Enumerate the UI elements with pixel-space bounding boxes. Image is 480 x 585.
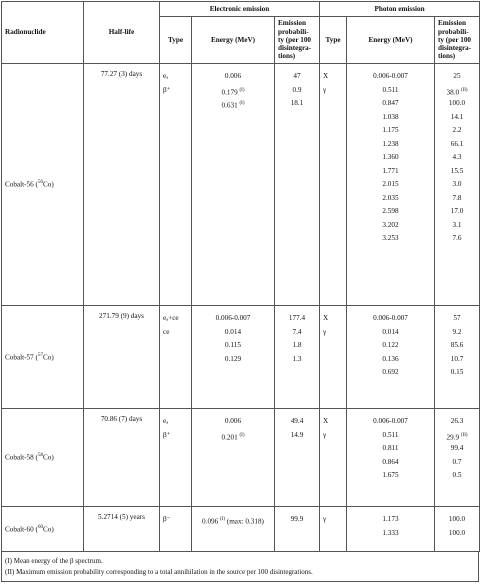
cell-e-energy-text: 0.014 [224,327,242,336]
cell-p-energy-value [350,415,431,429]
nuclide-symbol: Co) [42,353,54,362]
cell-p-probability-value [438,513,476,527]
cell-half-life: 70.86 (7) days [84,409,160,507]
cell-e-energy-value [195,339,271,353]
cell-p-energy-value [350,312,431,326]
cell-p-probability-text: 15.5 [450,166,464,175]
header-electronic-emission: Electronic emission [160,2,320,17]
cell-p-probability-value [438,429,476,443]
header-e-energy: Energy (MeV) [192,17,275,64]
cell-p-energy-value [350,366,431,380]
cell-p-probability-text: 14.1 [450,112,464,121]
cell-p-probability-value [438,192,476,206]
cell-p-probability-value [438,165,476,179]
cell-p-energy-value [350,70,431,84]
cell-p-type-value [323,178,343,192]
cell-p-energy-value [350,527,431,541]
cell-p-energy-value [350,97,431,111]
cell-e-energy-value [195,353,271,367]
table-row [2,64,480,306]
cell-p-type-value [323,70,343,84]
cell-p-probability-text: 7.8 [452,193,462,202]
cell-p-type-text: γ [323,515,327,523]
cell-p-probability-text: 9.2 [452,327,462,336]
cell-p-energy-text: 3.202 [382,220,399,229]
cell-p-type-value [323,124,343,138]
cell-e-probability-text: 0.9 [292,85,302,94]
cell-p-type-value [323,527,343,541]
cell-p-energy-value [350,205,431,219]
cell-p-probability-value [438,124,476,138]
cell-p-energy-value [350,124,431,138]
cell-e-energy-text: 0.201 [221,432,238,441]
cell-e-type-value [163,415,188,429]
header-p-prob-line: ty (per 100 [438,35,472,44]
cell-p-probability-text: 100.0 [448,515,466,523]
cell-p-energy-value [350,353,431,367]
cell-p-probability-text: 17.0 [450,207,464,215]
nuclide-mass: 58 [37,453,43,459]
cell-p-energy-text: 1.675 [382,471,399,479]
cell-e-probability-text: 1.8 [292,341,302,349]
cell-e-energy-text: 0.006 [224,417,242,425]
cell-e-type-text: β⁺ [163,430,171,439]
cell-p-energy [347,507,435,552]
cell-e-energy-value [195,70,271,84]
header-row-1 [2,2,480,17]
cell-p-energy-text: 2.598 [382,207,399,215]
footnotes-row [2,552,479,582]
cell-p-type-text: γ [323,85,327,94]
cell-p-type-value [323,353,343,367]
footnote-ref: (II) [460,432,468,438]
cell-p-type-text: γ [323,327,327,336]
header-p-energy: Energy (MeV) [347,17,435,64]
cell-p-energy-text: 2.035 [382,193,399,202]
cell-p-energy-value [350,84,431,98]
cell-p-energy-text: 0.864 [382,457,399,466]
cell-e-probability-text: 7.4 [292,327,302,336]
cell-e-type-value [163,513,188,527]
header-e-probability [275,17,320,64]
cell-e-probability [275,409,320,507]
table-body [2,64,480,552]
header-e-prob-line: disintegra- [278,44,312,53]
cell-p-probability-value [438,178,476,192]
cell-e-type-value [163,353,188,367]
table-row [2,507,480,552]
cell-p-type [320,306,347,409]
cell-e-probability-value [278,415,316,429]
cell-p-probability-text: 85.6 [450,341,464,349]
cell-p-probability [435,409,480,507]
cell-p-type-value [323,97,343,111]
header-half-life: Half-life [84,2,160,64]
cell-p-energy-text: 1.333 [382,528,399,537]
table-row [2,409,480,507]
cell-p-energy-text: 0.811 [382,444,399,452]
cell-e-probability-value [278,70,316,84]
cell-p-probability-text: 0.5 [452,471,462,479]
cell-e-energy-text: 0.631 [221,101,238,110]
cell-e-type-text: eₐ [163,72,169,80]
cell-e-type-value [163,312,188,326]
cell-p-energy-value [350,178,431,192]
cell-p-probability-value [438,527,476,541]
header-p-prob-line: disintegra- [438,44,472,53]
cell-p-type-value [323,415,343,429]
cell-p-energy-text: 3.253 [382,234,399,242]
cell-p-probability-value [438,138,476,152]
header-p-probability [435,17,480,64]
cell-p-energy-value [350,219,431,233]
header-p-prob-line: Emission [438,19,466,28]
cell-e-probability [275,64,320,306]
cell-e-probability-value [278,429,316,443]
cell-e-probability-text: 1.3 [292,354,302,363]
cell-e-energy-text: 0.096 [202,517,219,526]
cell-e-energy-text: 0.006-0.007 [215,314,251,322]
header-p-prob-line: tions) [438,52,456,61]
cell-e-probability-text: 47 [293,72,301,80]
cell-e-type-text: eₐ [163,417,169,425]
cell-radionuclide [2,64,84,306]
cell-p-type-text: γ [323,430,327,439]
cell-e-energy [192,64,275,306]
cell-p-energy-text: 0.511 [382,430,399,439]
cell-p-energy [347,64,435,306]
cell-p-energy [347,306,435,409]
header-e-prob-line: ty (per 100 [278,35,312,44]
footnotes-cell [2,552,479,582]
cell-p-probability-value [438,232,476,246]
cell-half-life: 5.2714 (5) years [84,507,160,552]
cell-e-energy-value [195,97,271,111]
cell-p-probability-value [438,97,476,111]
footnote-ref: (I) [239,87,245,93]
cell-e-probability [275,507,320,552]
footnote-ref: (I) [239,432,245,438]
cell-p-probability-value [438,339,476,353]
cell-e-energy-value [195,312,271,326]
cell-p-energy-text: 0.136 [382,354,399,363]
cell-p-type-text: X [323,72,329,80]
nuclide-symbol: Co) [42,453,54,462]
cell-p-type-value [323,326,343,340]
cell-p-type-value [323,165,343,179]
cell-e-energy-text: 0.129 [224,354,242,363]
cell-p-type-value [323,84,343,98]
cell-e-probability [275,306,320,409]
cell-e-type-value [163,84,188,98]
cell-e-type [160,64,192,306]
cell-p-energy-text: 1.238 [382,139,399,148]
cell-e-type-text: β⁺ [163,85,171,94]
cell-p-probability-text: 0.7 [452,457,462,466]
cell-p-probability-text: 29.9 [446,432,460,441]
cell-p-energy-value [350,192,431,206]
cell-e-probability-text: 49.4 [290,417,304,425]
cell-p-probability-value [438,70,476,84]
radionuclide-table [1,1,480,552]
cell-e-probability-value [278,84,316,98]
cell-e-probability-text: 99.9 [290,515,304,523]
cell-p-type-value [323,513,343,527]
cell-p-probability [435,306,480,409]
header-radionuclide: Radionuclide [2,2,84,64]
cell-p-probability-value [438,111,476,125]
cell-p-energy-value [350,111,431,125]
cell-e-type-text: ce [163,327,170,336]
cell-p-type-value [323,429,343,443]
cell-p-probability-value [438,366,476,380]
cell-e-type-value [163,97,188,111]
cell-p-energy-value [350,138,431,152]
cell-p-type-value [323,366,343,380]
cell-p-probability-value [438,219,476,233]
nuclide-symbol: Co) [42,525,54,534]
cell-p-probability-text: 7.6 [452,234,462,242]
cell-p-type-value [323,138,343,152]
cell-p-energy-text: 0.511 [382,85,399,94]
nuclide-mass: 60 [37,524,43,530]
header-e-prob-line: tions) [278,52,296,61]
cell-e-energy-value [195,429,271,443]
footnote-ref: (I) [220,517,226,522]
cell-e-probability-value [278,326,316,340]
cell-p-probability-text: 100.0 [448,528,466,537]
cell-p-type [320,64,347,306]
cell-p-probability-text: 3.1 [452,220,462,229]
cell-radionuclide [2,507,84,552]
cell-p-probability-value [438,456,476,470]
cell-e-probability-text: 14.9 [290,430,304,439]
cell-e-energy-value [195,415,271,429]
cell-p-energy-text: 1.771 [382,166,399,175]
cell-e-type-text: eₐ+ce [163,314,179,322]
cell-p-probability-value [438,442,476,456]
cell-p-probability-text: 99.4 [450,444,464,452]
cell-p-type-value [323,219,343,233]
cell-p-type [320,507,347,552]
cell-p-probability-value [438,326,476,340]
cell-e-probability-text: 177.4 [288,314,306,322]
cell-p-probability-text: 2.2 [452,126,462,134]
cell-p-type-text: X [323,417,329,425]
cell-p-energy-value [350,513,431,527]
cell-e-energy [192,507,275,552]
footnote-1: (I) Mean energy of the β spectrum. [5,557,103,565]
cell-e-probability-value [278,312,316,326]
cell-e-probability-text: 18.1 [290,99,304,107]
cell-p-energy-value [350,429,431,443]
header-p-prob-line: probabili- [438,27,469,36]
cell-p-energy-value [350,165,431,179]
cell-p-probability-value [438,415,476,429]
cell-p-probability-text: 100.0 [448,99,466,107]
cell-p-probability-text: 4.3 [452,153,462,161]
cell-e-type-text: β⁻ [163,515,171,523]
cell-p-type-value [323,339,343,353]
cell-p-energy-text: 0.006-0.007 [373,417,408,425]
nuclide-symbol: Co) [42,180,54,189]
cell-e-type-value [163,339,188,353]
header-photon-emission: Photon emission [320,2,480,17]
cell-p-type-value [323,111,343,125]
cell-p-probability-value [438,469,476,483]
cell-e-type-value [163,326,188,340]
cell-radionuclide [2,409,84,507]
cell-p-type-value [323,151,343,165]
cell-p-probability-text: 26.3 [450,417,464,425]
cell-p-probability [435,507,480,552]
cell-p-energy-value [350,232,431,246]
cell-p-probability-text: 3.0 [452,180,462,188]
cell-half-life: 77.27 (3) days [84,64,160,306]
cell-p-probability-value [438,151,476,165]
cell-p-energy-value [350,326,431,340]
cell-e-energy-text: 0.115 [225,341,241,349]
cell-p-type-text: X [323,314,329,322]
header-e-type: Type [160,17,192,64]
cell-e-type [160,409,192,507]
footnotes [1,551,479,582]
cell-p-probability-text: 66.1 [450,139,464,148]
cell-p-probability-text: 38.0 [446,87,460,96]
cell-p-energy-text: 0.014 [382,327,399,336]
cell-p-energy-value [350,442,431,456]
cell-p-energy-text: 1.173 [382,515,399,523]
table-row [2,306,480,409]
cell-p-energy-text: 1.175 [382,126,399,134]
cell-e-probability-value [278,97,316,111]
nuclide-mass: 56 [37,180,43,186]
footnote-ref: (II) [460,87,468,93]
cell-p-probability-text: 10.7 [450,354,464,363]
header-e-prob-line: probabili- [278,27,309,36]
cell-p-probability-text: 0.15 [450,368,464,376]
cell-p-probability [435,64,480,306]
footnote-2: (II) Maximum emission probability corresponding to a total annihilation in the source per 100 disintegrations. [5,567,313,576]
cell-e-type-value [163,70,188,84]
cell-p-energy-text: 1.038 [382,112,399,121]
cell-p-type-value [323,442,343,456]
cell-e-probability-value [278,339,316,353]
cell-p-type-value [323,312,343,326]
cell-radionuclide [2,306,84,409]
nuclide-name: Cobalt-57 ( [5,353,38,362]
cell-p-type [320,409,347,507]
cell-e-probability-value [278,513,316,527]
cell-e-type-value [163,429,188,443]
cell-p-energy-value [350,469,431,483]
cell-e-energy-text: 0.006 [224,72,242,80]
cell-p-type-value [323,469,343,483]
cell-p-energy-text: 0.692 [382,368,399,376]
nuclide-name: Cobalt-60 ( [5,525,38,534]
cell-p-probability-value [438,353,476,367]
cell-e-type [160,507,192,552]
cell-p-energy-value [350,339,431,353]
cell-p-type-value [323,456,343,470]
cell-p-energy-value [350,456,431,470]
cell-e-energy-value [195,84,271,98]
cell-p-probability-value [438,84,476,98]
cell-p-energy-text: 0.006-0.007 [373,314,408,322]
cell-p-energy [347,409,435,507]
cell-p-energy-value [350,151,431,165]
energy-max: (max: 0.318) [225,517,264,526]
cell-p-type-value [323,192,343,206]
cell-p-type-value [323,232,343,246]
cell-e-energy [192,409,275,507]
cell-e-energy [192,306,275,409]
cell-p-probability-value [438,312,476,326]
cell-e-probability-value [278,353,316,367]
cell-e-type [160,306,192,409]
nuclide-name: Cobalt-58 ( [5,453,38,462]
header-p-type: Type [320,17,347,64]
cell-p-energy-text: 0.847 [382,99,399,107]
cell-p-energy-text: 0.006-0.007 [373,72,408,80]
nuclide-mass: 57 [37,352,43,358]
cell-p-energy-text: 0.122 [382,341,399,349]
cell-p-energy-text: 1.360 [382,153,399,161]
cell-p-probability-value [438,205,476,219]
cell-e-energy-text: 0.179 [221,87,238,96]
cell-e-energy-value [195,326,271,340]
cell-p-probability-text: 25 [453,72,461,80]
nuclide-name: Cobalt-56 ( [5,180,38,189]
cell-half-life: 271.79 (9) days [84,306,160,409]
cell-p-energy-text: 2.015 [382,180,399,188]
cell-e-energy-value [195,513,271,527]
cell-p-type-value [323,205,343,219]
cell-p-probability-text: 57 [453,314,461,322]
header-e-prob-line: Emission [278,19,306,28]
footnote-ref: (I) [239,101,245,106]
